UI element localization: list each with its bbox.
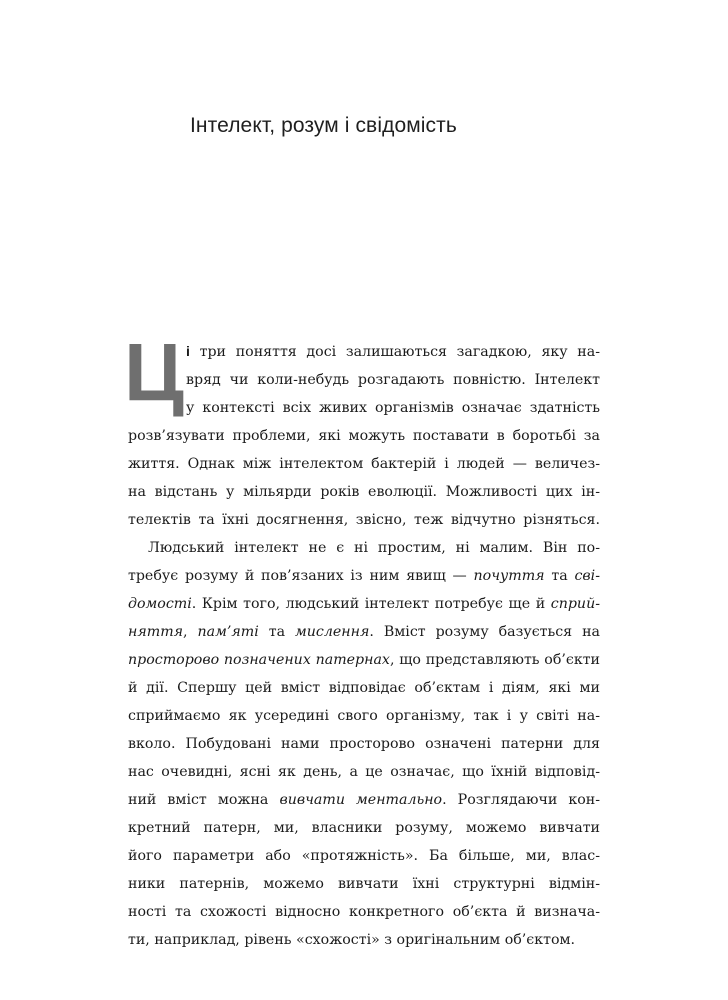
text-span: , що представляють об’єкти [389, 652, 600, 668]
text-line [128, 646, 600, 674]
text-span: ний вміст можна [128, 792, 280, 808]
text-line: сприймаємо як усередині свого організму, так і у світі на- [128, 708, 600, 724]
text-line [128, 338, 600, 366]
text-line [128, 562, 600, 590]
italic-term: сві- [574, 568, 600, 584]
italic-term: просторово позначених патернах [128, 652, 390, 668]
drop-cap-letter: Ц [124, 327, 184, 418]
text-line: кретний патерн, ми, власники розуму, можемо вивчати [128, 820, 600, 836]
text-line: й дії. Спершу цей вміст відповідає об’єктам і діям, які ми [128, 680, 600, 696]
italic-term: вивчати ментально [279, 792, 443, 808]
body-text [128, 338, 600, 954]
italic-term: няття [128, 624, 184, 640]
text-line: розв’язувати проблеми, які можуть поставати в боротьбі за [128, 428, 600, 444]
text-line: ники патернів, можемо вивчати їхні структурні відмін- [128, 876, 600, 892]
text-line: Людський інтелект не є ні простим, ні малим. Він по- [148, 540, 600, 556]
text-span: та [258, 624, 295, 640]
text-span: три поняття досі залишаються загадкою, яку на- [189, 344, 600, 360]
text-line: телектів та їхні досягнення, звісно, теж відчутно різняться. [128, 512, 600, 528]
text-line: на відстань у мільярди років еволюції. Можливості цих ін- [128, 484, 600, 500]
text-span: та [544, 568, 575, 584]
paragraph-2 [128, 534, 600, 954]
text-line: ти, наприклад, рівень «схожості» з оригінальним об’єктом. [128, 932, 576, 948]
text-line: вряд чи коли-небудь розгадають повністю. Інтелект [186, 372, 600, 388]
italic-term: домості [128, 596, 192, 612]
text-span: , [183, 624, 198, 640]
text-line: нас очевидні, ясні як день, а це означає, що їхній відповід- [128, 764, 600, 780]
italic-term: мислення [295, 624, 370, 640]
paragraph-1 [128, 338, 600, 534]
text-span: . Розглядаючи кон- [442, 792, 600, 808]
italic-term: почуття [473, 568, 545, 584]
text-line: вколо. Побудовані нами просторово означені патерни для [128, 736, 600, 752]
text-line: життя. Однак між інтелектом бактерій і людей — величез- [128, 456, 600, 472]
text-span: . Вміст розуму базується на [369, 624, 600, 640]
text-line: ності та схожості відносно конкретного об’єкта й визнача- [128, 904, 600, 920]
text-line: у контексті всіх живих організмів означає здатність [186, 400, 600, 416]
text-span: . Крім того, людський інтелект потребує ще й [191, 596, 551, 612]
text-span: требує розуму й пов’язаних із ним явищ — [128, 568, 474, 584]
text-line [128, 786, 600, 814]
text-line: його параметри або «протяжність». Ба більше, ми, влас- [128, 848, 600, 864]
chapter-title: Інтелект, розум і свідомість [190, 114, 457, 137]
text-line [128, 590, 600, 618]
text-line [128, 618, 600, 646]
italic-term: пам’яті [197, 624, 259, 640]
first-word-rest: і [186, 344, 190, 360]
italic-term: сприй- [550, 596, 600, 612]
